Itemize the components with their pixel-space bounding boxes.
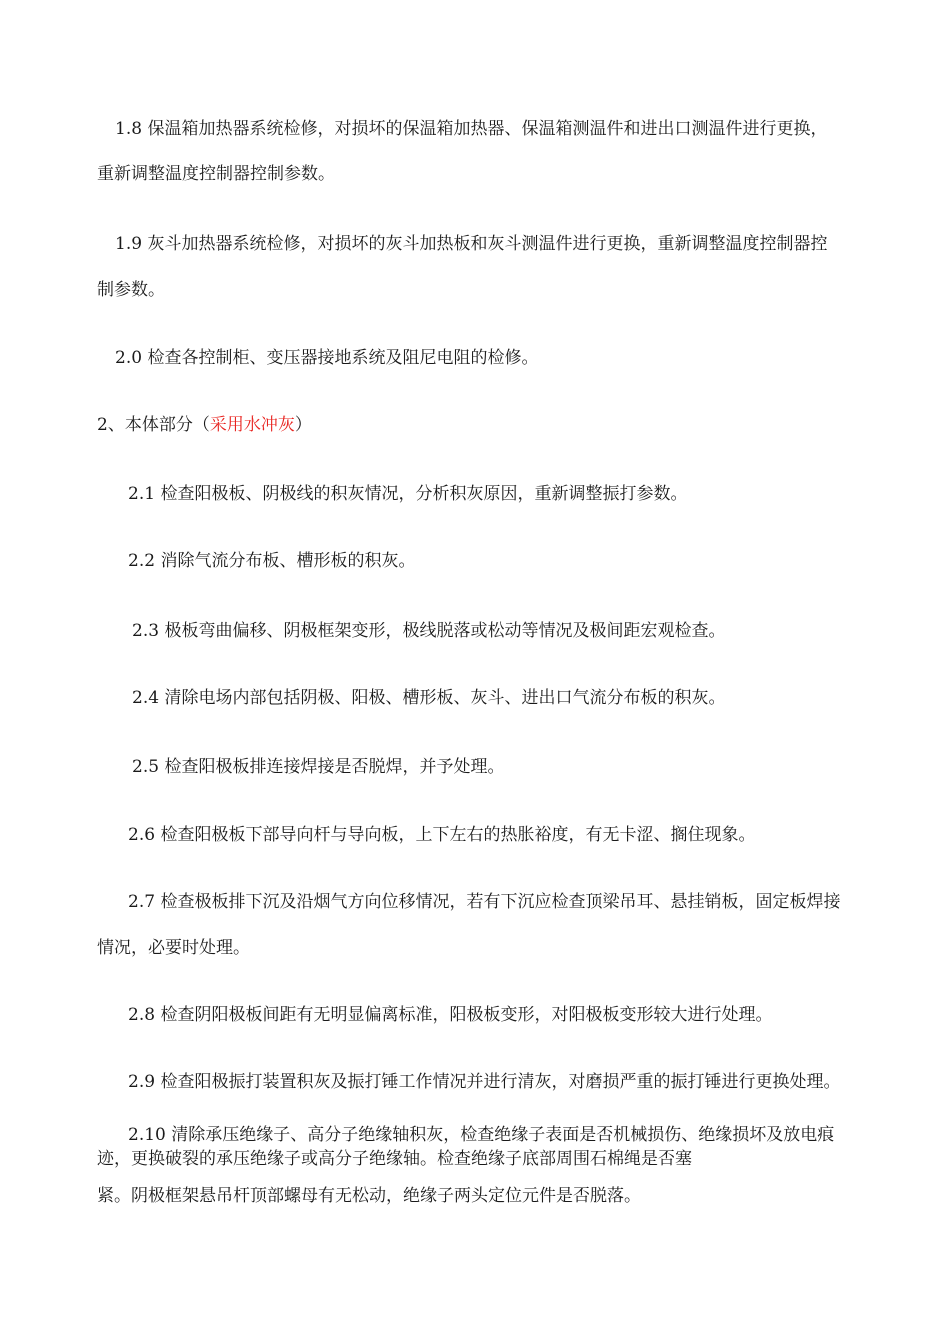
section-heading-2 <box>97 414 312 436</box>
paragraph-2-9: 2.9 检查阳极振打装置积灰及振打锤工作情况并进行清灰，对磨损严重的振打锤进行更换处理。 <box>128 1072 841 1092</box>
paragraph-1-8-line-2: 重新调整温度控制器控制参数。 <box>97 164 335 184</box>
paragraph-2-5: 2.5 检查阳极板排连接焊接是否脱焊，并予处理。 <box>132 757 505 777</box>
paragraph-2-8: 2.8 检查阴阳极板间距有无明显偏离标准，阳极板变形，对阳极板变形较大进行处理。 <box>128 1005 773 1025</box>
paragraph-2-6: 2.6 检查阳极板下部导向杆与导向板，上下左右的热胀裕度，有无卡涩、搁住现象。 <box>128 825 756 845</box>
paragraph-2-0: 2.0 检查各控制柜、变压器接地系统及阻尼电阻的检修。 <box>115 348 539 368</box>
paragraph-2-1: 2.1 检查阳极板、阴极线的积灰情况，分析积灰原因，重新调整振打参数。 <box>128 484 688 504</box>
paragraph-2-3: 2.3 极板弯曲偏移、阴极框架变形，极线脱落或松动等情况及极间距宏观检查。 <box>132 621 726 641</box>
section-heading-prefix: 2、本体部分（ <box>97 415 210 435</box>
paragraph-1-8-line-1: 1.8 保温箱加热器系统检修，对损坏的保温箱加热器、保温箱测温件和进出口测温件进行更换， <box>115 119 828 139</box>
section-heading-highlight: 采用水冲灰 <box>209 415 295 435</box>
section-heading-suffix: ） <box>294 415 312 435</box>
paragraph-2-7-line-1: 2.7 检查极板排下沉及沿烟气方向位移情况，若有下沉应检查顶梁吊耳、悬挂销板，固定板焊接 <box>128 892 841 912</box>
paragraph-1-9-line-1: 1.9 灰斗加热器系统检修，对损坏的灰斗加热板和灰斗测温件进行更换，重新调整温度控制器控 <box>115 234 828 254</box>
paragraph-2-10-line-3: 紧。阴极框架悬吊杆顶部螺母有无松动，绝缘子两头定位元件是否脱落。 <box>97 1186 641 1206</box>
paragraph-2-2: 2.2 消除气流分布板、槽形板的积灰。 <box>128 551 416 571</box>
paragraph-2-10-line-2: 迹，更换破裂的承压绝缘子或高分子绝缘轴。检查绝缘子底部周围石棉绳是否塞 <box>97 1149 692 1169</box>
paragraph-1-9-line-2: 制参数。 <box>97 280 165 300</box>
paragraph-2-10-line-1: 2.10 清除承压绝缘子、高分子绝缘轴积灰，检查绝缘子表面是否机械损伤、绝缘损坏及放电痕 <box>128 1125 835 1145</box>
paragraph-2-4: 2.4 清除电场内部包括阴极、阳极、槽形板、灰斗、进出口气流分布板的积灰。 <box>132 688 726 708</box>
paragraph-2-7-line-2: 情况，必要时处理。 <box>97 938 250 958</box>
